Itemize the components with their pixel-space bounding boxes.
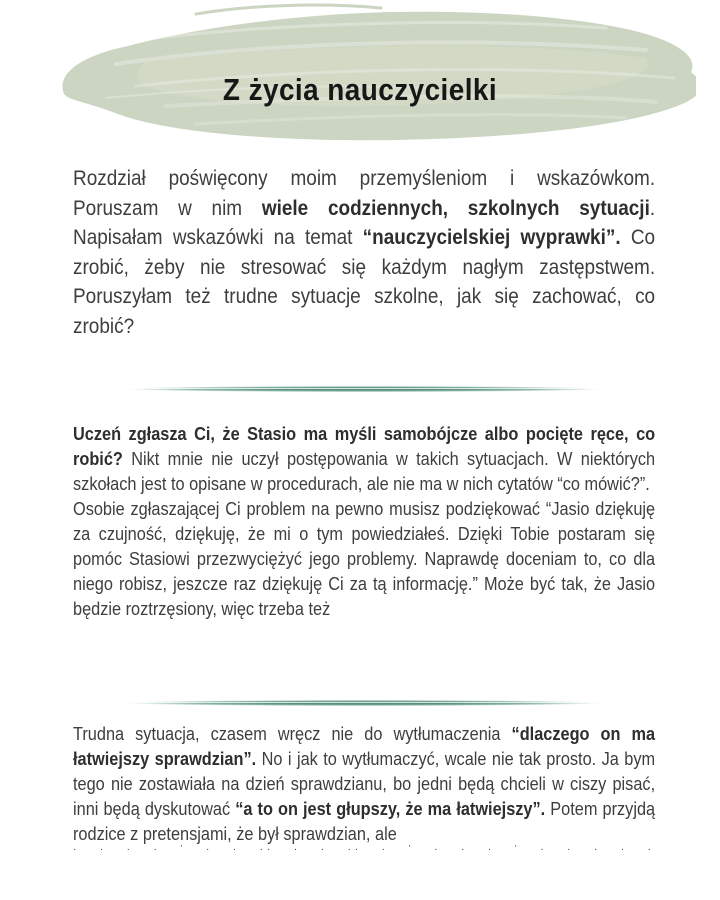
text-run: . Napisałam wskazówki na temat <box>73 195 656 249</box>
bold-text-run: wiele codziennych, szkolnych sytuacji <box>261 195 650 220</box>
section-paragraph <box>73 496 655 621</box>
bold-text-run: “nauczycielskiej wyprawki”. <box>362 225 621 249</box>
text-run: Trudna sytuacja, czasem wręcz nie do wytłumaczenia <box>73 723 512 744</box>
section-paragraph <box>73 721 655 846</box>
text-run: Potem przyjdą rodzice z pretensjami, że był sprawdzian, ale <box>73 798 656 844</box>
intro-paragraph-block <box>73 164 655 341</box>
section-divider <box>73 386 655 392</box>
bold-text-run: “a to on jest głupszy, że ma łatwiejszy”. <box>235 798 546 819</box>
text-run: Osobie zgłaszającej Ci problem na pewno musisz podziękować “Jasio dziękuję za czujność, dziękuję, że mi o tym powiedziałeś. Dzięki Tobie postaram się pomóc Stasiowi przezwyciężyć jego problemy. Naprawdę doceniam to, co dla niego robisz, jeszcze raz dziękuję Ci za tą informację.” Może być tak, że Jasio będzie roztrzęsiony, więc trzeba też <box>73 498 656 619</box>
clipped-text-line: · · · · ʼ · · ·· · · ·· · ʼ · · · ʼ · · · · · <box>73 845 655 852</box>
bold-text-run: Uczeń zgłasza Ci, że Stasio ma myśli samobójcze albo pocięte ręce, co robić? <box>73 423 656 469</box>
text-run: Rozdział poświęcony moim przemyśleniom i wskazówkom. Poruszam w nim <box>73 166 656 220</box>
brush-stroke-hair <box>196 5 381 14</box>
text-run: No i jak to wytłumaczyć, wcale nie tak prosto. Ja bym tego nie zostawiała na dzień sprawdzianu, bo jedni będą chcieli w ciszy pisać, inni będą dyskutować <box>73 748 656 819</box>
section-easier-test <box>73 721 655 846</box>
page-title: Z życia nauczycielki <box>222 72 498 107</box>
section-divider <box>73 700 655 706</box>
intro-paragraph <box>73 164 655 341</box>
text-run: Co zrobić, żeby nie stresować się każdym nagłym zastępstwem. Poruszyłam też trudne sytuacje szkolne, jak się zachować, co zrobić? <box>73 225 656 338</box>
text-run: Nikt mnie nie uczył postępowania w takich sytuacjach. W niektórych szkołach jest to opisane w procedurach, ale nie ma w nich cytatów “co mówić?”. <box>73 448 656 494</box>
section-paragraph <box>73 421 655 496</box>
bold-text-run: “dlaczego on ma łatwiejszy sprawdzian”. <box>73 723 656 769</box>
section-suicide-report <box>73 421 655 621</box>
